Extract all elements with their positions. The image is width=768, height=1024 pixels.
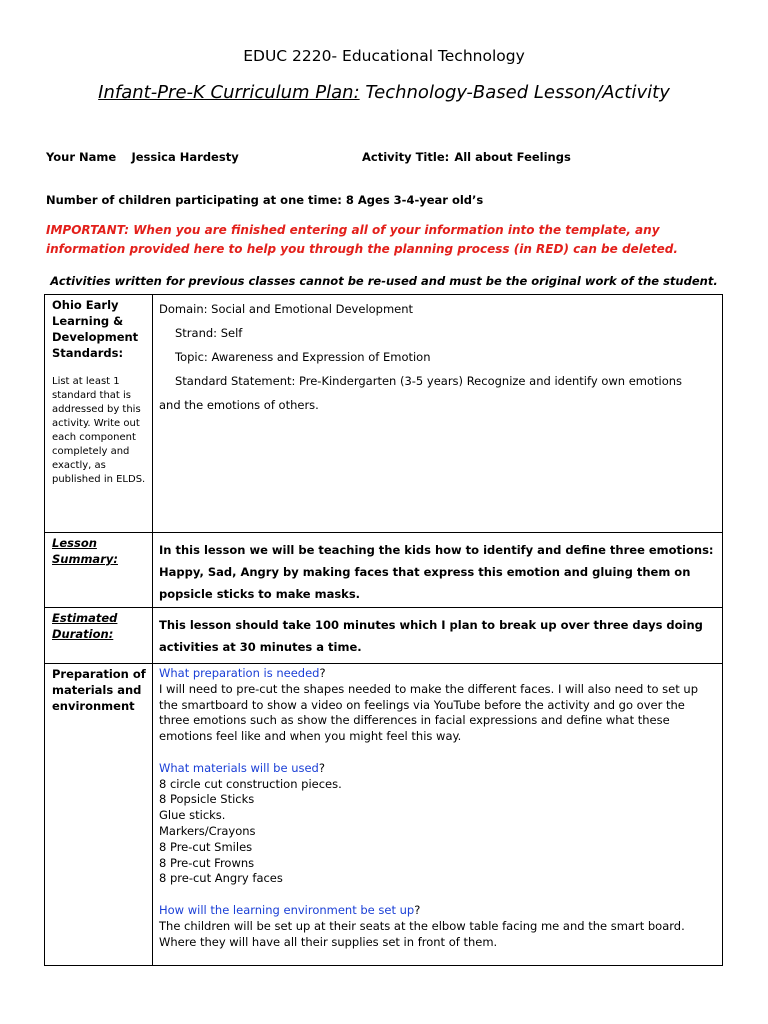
prep-answer-3: The children will be set up at their seats at the elbow table facing me and the smart board. Where they will have all their supplies set in front of them. <box>159 918 685 949</box>
standard-strand: Strand: Self <box>175 326 243 340</box>
standard-topic: Topic: Awareness and Expression of Emotion <box>175 350 431 364</box>
standard-domain: Domain: Social and Emotional Development <box>159 302 414 316</box>
important-notice <box>46 221 736 259</box>
preparation-content-cell <box>153 664 723 966</box>
prep-answer-1: I will need to pre-cut the shapes needed to make the different faces. I will also need to set up the smartboard to show a video on feelings via YouTube before the activity and go over the three emotions such as show the differences in facial expressions and define what these emotions feel like and when you might feel this way. <box>159 681 698 744</box>
standards-label-cell <box>45 295 153 533</box>
name-label: Your Name <box>46 150 117 164</box>
activity-label: Activity Title: <box>362 150 450 164</box>
standards-help: List at least 1 standard that is addressed by this activity. Write out each component completely and exactly, as published in ELDS. <box>52 376 146 485</box>
duration-text: This lesson should take 100 minutes which I plan to break up over three days doing activities at 30 minutes a time. <box>159 618 703 654</box>
name-value: Jessica Hardesty <box>131 150 239 164</box>
materials-item: 8 Popsicle Sticks <box>159 792 255 807</box>
important-text: When you are finished entering all of your information into the template, any information provided here to help you through the planning process (in RED) can be deleted. <box>46 223 678 256</box>
materials-item: Markers/Crayons <box>159 823 256 838</box>
plan-title-rest: Technology-Based Lesson/Activity <box>359 82 670 103</box>
standards-label: Ohio Early Learning & Development Standards: <box>52 298 139 360</box>
course-title: EDUC 2220- Educational Technology <box>243 47 525 65</box>
activity-row <box>362 146 571 165</box>
standards-content-cell <box>153 295 723 533</box>
standard-statement: Standard Statement: Pre-Kindergarten (3-5 years) Recognize and identify own emotions <box>175 374 683 388</box>
duration-label-cell <box>45 608 153 664</box>
originality-note: Activities written for previous classes cannot be re-used and must be the original work of the student. <box>50 274 718 288</box>
standard-statement-cont: and the emotions of others. <box>159 398 319 412</box>
plan-title <box>0 82 768 103</box>
prep-question-3: How will the learning environment be set up? <box>159 902 421 917</box>
activity-value: All about Feelings <box>454 150 571 164</box>
materials-item: 8 Pre-cut Smiles <box>159 839 253 854</box>
summary-label-cell <box>45 533 153 608</box>
lesson-plan-table <box>44 294 723 966</box>
children-participating: Number of children participating at one time: 8 Ages 3-4-year old’s <box>46 193 484 207</box>
materials-item: 8 Pre-cut Frowns <box>159 855 255 870</box>
summary-text: In this lesson we will be teaching the kids how to identify and define three emotions: Happy, Sad, Angry by making faces that express this emotion and gluing them on popsicle sticks to make masks. <box>159 543 714 601</box>
important-prefix: IMPORTANT: <box>46 223 130 237</box>
plan-title-underlined: Infant-Pre-K Curriculum Plan: <box>98 82 360 103</box>
name-row <box>46 146 239 165</box>
materials-item: Glue sticks. <box>159 808 226 823</box>
duration-content-cell <box>153 608 723 664</box>
duration-label: Estimated Duration: <box>52 611 118 641</box>
prep-question-1: What preparation is needed? <box>159 666 326 680</box>
prep-question-2: What materials will be used? <box>159 760 325 775</box>
materials-item: 8 pre-cut Angry faces <box>159 871 283 886</box>
summary-content-cell <box>153 533 723 608</box>
materials-item: 8 circle cut construction pieces. <box>159 776 342 791</box>
preparation-label-cell <box>45 664 153 966</box>
summary-label: Lesson Summary: <box>52 536 118 566</box>
preparation-label: Preparation of materials and environment <box>52 667 146 713</box>
